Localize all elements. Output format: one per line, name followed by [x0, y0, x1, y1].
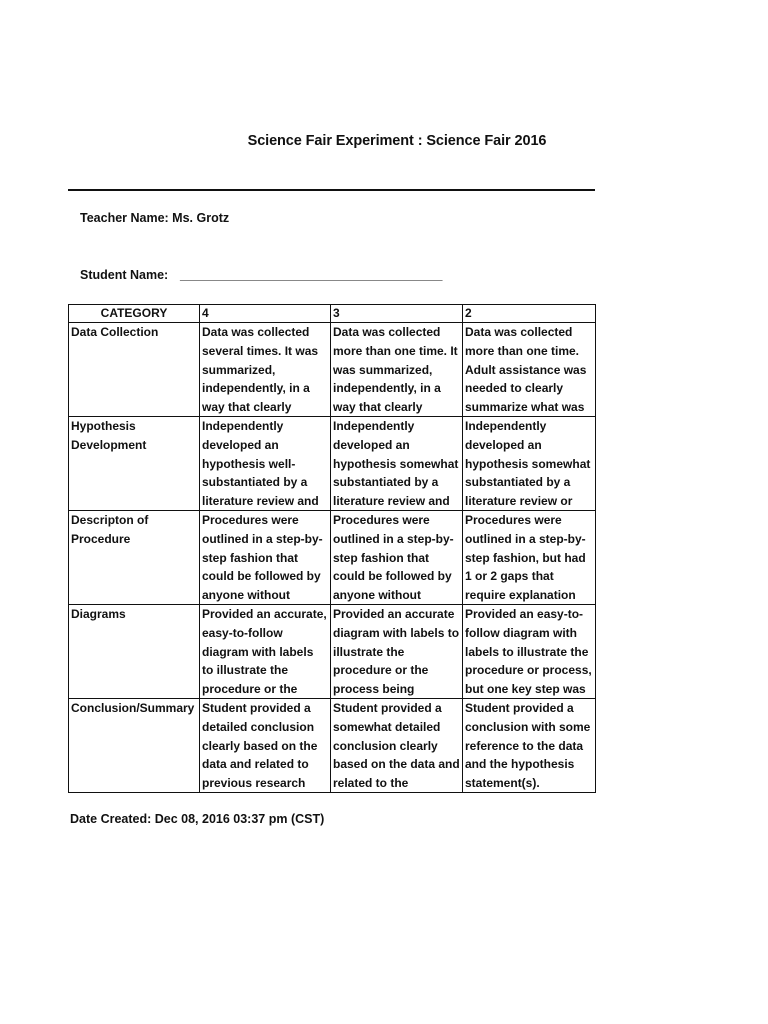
criteria-cell: Provided an accurate diagram with labels to illustrate the procedure or the process being: [331, 605, 463, 699]
header-category: CATEGORY: [69, 305, 200, 323]
criteria-cell: Procedures were outlined in a step-by-step fashion that could be followed by anyone without: [200, 511, 331, 605]
rubric-table: [68, 304, 596, 793]
table-row: [69, 511, 596, 605]
table-row: [69, 699, 596, 793]
header-score-4: 4: [200, 305, 331, 323]
category-cell: Descripton of Procedure: [69, 511, 200, 605]
title-divider: [68, 189, 595, 191]
criteria-cell: Procedures were outlined in a step-by-step fashion, but had 1 or 2 gaps that require explanation: [463, 511, 596, 605]
student-name-blank-line: ________________________________________: [180, 268, 443, 282]
criteria-cell: Independently developed an hypothesis somewhat substantiated by a literature review or: [463, 417, 596, 511]
criteria-cell: Data was collected several times. It was summarized, independently, in a way that clearly: [200, 323, 331, 417]
criteria-cell: Student provided a somewhat detailed conclusion clearly based on the data and related to the: [331, 699, 463, 793]
table-row: [69, 323, 596, 417]
rubric-header-row: [69, 305, 596, 323]
criteria-cell: Student provided a detailed conclusion clearly based on the data and related to previous research: [200, 699, 331, 793]
criteria-cell: Student provided a conclusion with some reference to the data and the hypothesis statement(s).: [463, 699, 596, 793]
teacher-name: Teacher Name: Ms. Grotz: [80, 211, 230, 225]
criteria-cell: Provided an accurate, easy-to-follow diagram with labels to illustrate the procedure or the: [200, 605, 331, 699]
category-cell: Conclusion/Summary: [69, 699, 200, 793]
table-row: [69, 417, 596, 511]
header-score-3: 3: [331, 305, 463, 323]
criteria-cell: Data was collected more than one time. Adult assistance was needed to clearly summarize what was: [463, 323, 596, 417]
category-cell: Diagrams: [69, 605, 200, 699]
criteria-cell: Data was collected more than one time. It was summarized, independently, in a way that clearly: [331, 323, 463, 417]
category-cell: Hypothesis Development: [69, 417, 200, 511]
criteria-cell: Independently developed an hypothesis well-substantiated by a literature review and: [200, 417, 331, 511]
document-title: Science Fair Experiment : Science Fair 2016: [247, 133, 547, 149]
criteria-cell: Provided an easy-to-follow diagram with labels to illustrate the procedure or process, but one key step was: [463, 605, 596, 699]
header-score-2: 2: [463, 305, 596, 323]
student-name-label: Student Name:: [80, 268, 169, 282]
category-cell: Data Collection: [69, 323, 200, 417]
date-created: Date Created: Dec 08, 2016 03:37 pm (CST): [70, 812, 325, 826]
criteria-cell: Independently developed an hypothesis somewhat substantiated by a literature review and: [331, 417, 463, 511]
criteria-cell: Procedures were outlined in a step-by-step fashion that could be followed by anyone without: [331, 511, 463, 605]
table-row: [69, 605, 596, 699]
